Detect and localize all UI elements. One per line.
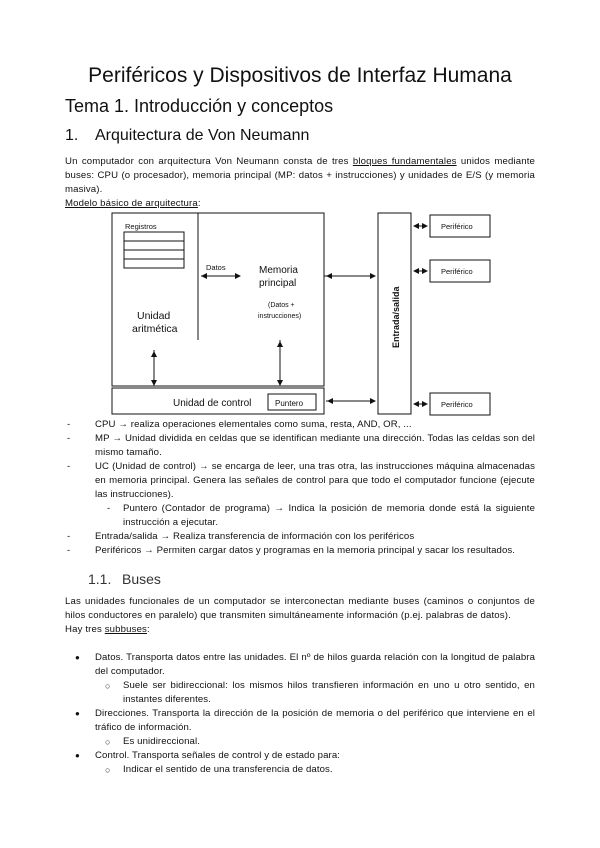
cpu-memory-box bbox=[112, 213, 324, 386]
buses-text: Las unidades funcionales de un computador se interconectan mediante buses (caminos o conjuntos de hilos conductores en paralelo) que transmiten simultáneamente información (p.ej. palabras de datos). bbox=[65, 596, 535, 621]
io-label: Entrada/salida bbox=[391, 286, 401, 348]
memory-label: Memoria bbox=[259, 265, 298, 276]
model-label: Modelo básico de arquitectura bbox=[65, 198, 198, 209]
data-instr-label-2: instrucciones) bbox=[258, 313, 302, 320]
subsection-heading bbox=[88, 571, 161, 587]
registers-label: Registros bbox=[125, 222, 157, 231]
list-item: - UC (Unidad de control) → se encarga de leer, una tras otra, las instrucciones máquina almacenadas en memoria principal. Genera las señales de control para que todo el computador funcione (ejecute las instrucciones). bbox=[95, 460, 535, 502]
list-item: ● Direcciones. Transporta la dirección de la posición de memoria o del periférico que interviene en el tráfico de información. bbox=[95, 707, 535, 735]
bus-list bbox=[95, 651, 535, 777]
subbuses-underlined: subbuses bbox=[104, 624, 148, 635]
architecture-bullets bbox=[95, 418, 535, 558]
tema-heading: Tema 1. Introducción y conceptos bbox=[65, 96, 334, 116]
page-title: Periféricos y Dispositivos de Interfaz Humana bbox=[88, 64, 512, 87]
unidad-label: Unidad bbox=[137, 310, 171, 322]
subsection-title: Buses bbox=[122, 571, 161, 587]
list-item: - Entrada/salida → Realiza transferencia de información con los periféricos bbox=[95, 530, 535, 544]
list-item: - MP → Unidad dividida en celdas que se identifican mediante una dirección. Todas las celdas son del mismo tamaño. bbox=[95, 432, 535, 460]
list-item: ● Datos. Transporta datos entre las unidades. El nº de hilos guarda relación con la longitud de palabra del computador. bbox=[95, 651, 535, 679]
section-title: Arquitectura de Von Neumann bbox=[95, 127, 310, 144]
control-unit-label: Unidad de control bbox=[173, 398, 252, 409]
intro-text: Un computador con arquitectura Von Neumann consta de tres bbox=[65, 156, 353, 167]
buses-paragraph bbox=[65, 595, 535, 637]
aritmetica-label: aritmética bbox=[132, 323, 178, 335]
section-number: 1. bbox=[65, 127, 79, 144]
subsection-number: 1.1. bbox=[88, 571, 112, 587]
list-item: ○ Suele ser bidireccional: los mismos hilos transfieren información en uno u otro sentido, en instantes diferentes. bbox=[123, 679, 535, 707]
peripheral-label-3: Periférico bbox=[441, 400, 473, 409]
datos-label: Datos bbox=[206, 263, 226, 272]
peripheral-label-1: Periférico bbox=[441, 222, 473, 231]
principal-label: principal bbox=[259, 278, 297, 289]
model-colon: : bbox=[197, 198, 201, 209]
data-instr-label-1: (Datos + bbox=[268, 302, 295, 309]
intro-underlined: bloques fundamentales bbox=[352, 156, 457, 167]
subbuses-colon: : bbox=[147, 624, 150, 635]
list-item: - Periféricos → Permiten cargar datos y programas en la memoria principal y sacar los resultados. bbox=[95, 544, 535, 558]
list-item: ○ Indicar el sentido de una transferencia de datos. bbox=[123, 763, 535, 777]
list-item: ● Control. Transporta señales de control y de estado para: bbox=[95, 749, 535, 763]
list-item: - CPU → realiza operaciones elementales como suma, resta, AND, OR, ... bbox=[95, 418, 535, 432]
list-item: - Puntero (Contador de programa) → Indica la posición de memoria donde está la siguiente instrucción a ejecutar. bbox=[123, 502, 535, 530]
pointer-label: Puntero bbox=[275, 399, 304, 408]
intro-text-end: unidos mediante buses: CPU (o procesador), memoria principal (MP: datos + instrucciones) y unidades de E/S (y memoria masiva). bbox=[65, 156, 535, 195]
peripheral-label-2: Periférico bbox=[441, 267, 473, 276]
hay-tres-text: Hay tres bbox=[65, 624, 105, 635]
list-item: ○ Es unidireccional. bbox=[123, 735, 535, 749]
